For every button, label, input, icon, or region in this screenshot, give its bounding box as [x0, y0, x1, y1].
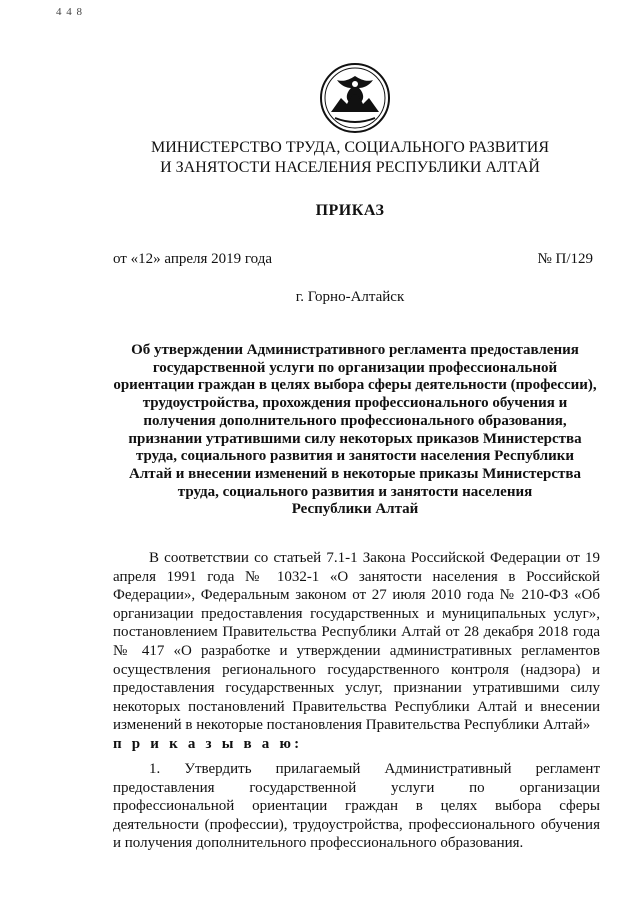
title-line: получения дополнительного профессионального образования,: [143, 412, 567, 429]
coat-of-arms-icon: [319, 62, 391, 134]
title-line: труда, социального развития и занятости населения: [177, 483, 533, 500]
order-item-1-text: 1. Утвердить прилагаемый Административный регламент предоставления государственной услуги по организации профессиональной ориентации граждан в целях выбора сферы деятельности (профессии), трудоустройства, профессионального обучения и получения дополнительного профессионального образования.: [113, 761, 600, 852]
order-date: от «12» апреля 2019 года: [113, 251, 273, 267]
preamble-section: [113, 549, 600, 754]
title-line: ориентации граждан в целях выбора сферы деятельности (профессии),: [113, 377, 597, 394]
date-number-line: [113, 251, 593, 268]
order-number: № П/129: [537, 251, 593, 267]
title-line: труда, социального развития и занятости населения Республики: [135, 448, 575, 465]
title-line: признании утратившими силу некоторых приказов Министерства: [128, 430, 582, 447]
orders-word: п р и к а з ы в а ю:: [113, 735, 303, 752]
document-type: ПРИКАЗ: [315, 202, 385, 219]
ministry-line-2: И ЗАНЯТОСТИ НАСЕЛЕНИЯ РЕСПУБЛИКИ АЛТАЙ: [160, 159, 540, 176]
title-line: Алтай и внесении изменений в некоторые приказы Министерства: [129, 465, 581, 482]
title-line: государственной услуги по организации профессиональной: [152, 359, 558, 376]
ministry-name: [0, 138, 640, 178]
order-title: [110, 342, 600, 519]
title-line: Об утверждении Административного регламента предоставления: [131, 342, 579, 358]
order-city: г. Горно-Алтайск: [295, 289, 405, 305]
scan-mark: 4 4 8: [56, 6, 83, 18]
ministry-line-1: МИНИСТЕРСТВО ТРУДА, СОЦИАЛЬНОГО РАЗВИТИЯ: [150, 139, 550, 156]
title-line: трудоустройства, прохождения профессионального обучения и: [142, 395, 568, 412]
title-line: Республики Алтай: [291, 501, 419, 518]
order-item-1: [113, 760, 600, 853]
preamble-paragraph: В соответствии со статьей 7.1-1 Закона Российской Федерации от 19 апреля 1991 года № 1032-1 «О занятости населения в Российской Федерации», Федеральным законом от 27 июля 2010 года № 210-ФЗ «Об организации предоставления государственных и муниципальных услуг», постановлением Правительства Республики Алтай от 28 декабря 2018 года № 417 «О разработке и утверждении административных регламентов осуществления регионального государственного контроля (надзора) и предоставления государственных услуг, признании утратившими силу некоторых постановлений Правительства Республики Алтай и внесении изменений в некоторые постановления Правительства Республики Алтай»: [113, 550, 600, 734]
